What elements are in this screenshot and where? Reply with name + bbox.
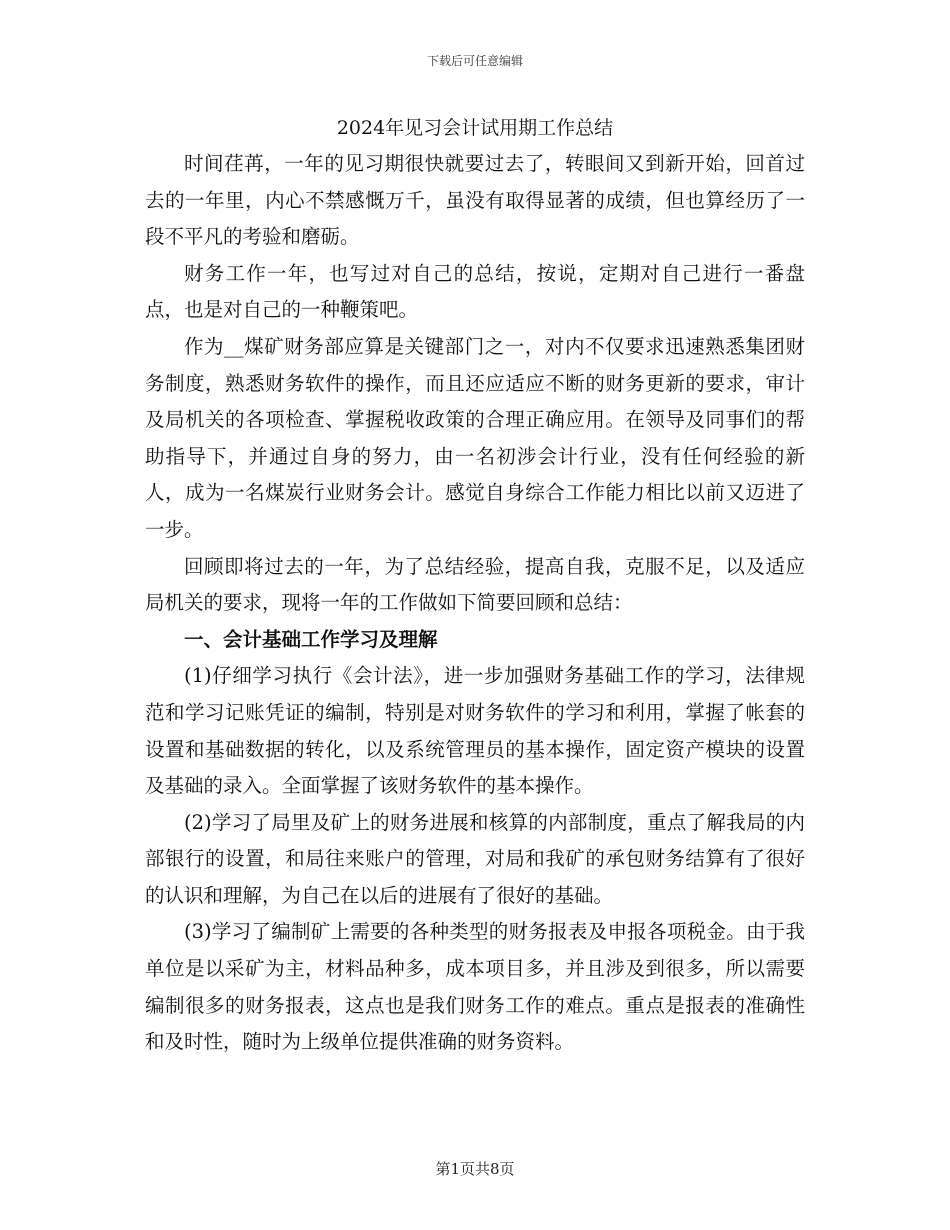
document-title: 2024年见习会计试用期工作总结: [336, 117, 614, 139]
section-heading: 一、会计基础工作学习及理解: [184, 627, 438, 651]
page-number: 第1页共8页: [435, 1160, 515, 1178]
section-paragraph-1: (1)仔细学习执行《会计法》，进一步加强财务基础工作的学习，法律规范和学习记账凭证的编制，特别是对财务软件的学习和利用，掌握了帐套的设置和基础数据的转化，以及系统管理员的基本操作，固定资产模块的设置及基础的录入。全面掌握了该财务软件的基本操作。: [145, 664, 805, 798]
section-paragraph-3: (3)学习了编制矿上需要的各种类型的财务报表及申报各项税金。由于我单位是以采矿为主，材料品种多，成本项目多，并且涉及到很多，所以需要编制很多的财务报表，这点也是我们财务工作的难点。重点是报表的准确性和及时性，随时为上级单位提供准确的财务资料。: [145, 920, 805, 1054]
section-paragraph-2: (2)学习了局里及矿上的财务进展和核算的内部制度，重点了解我局的内部银行的设置，和局往来账户的管理，对局和我矿的承包财务结算有了很好的认识和理解，为自己在以后的进展有了很好的基础。: [145, 810, 805, 907]
paragraph-department-role: 作为__煤矿财务部应算是关键部门之一，对内不仅要求迅速熟悉集团财务制度，熟悉财务软件的操作，而且还应适应不断的财务更新的要求，审计及局机关的各项检查、掌握税收政策的合理正确应用。在领导及同事们的帮助指导下，并通过自身的努力，由一名初涉会计行业，没有任何经验的新人，成为一名煤炭行业财务会计。感觉自身综合工作能力相比以前又迈进了一步。: [145, 334, 805, 541]
page-header-note: 下载后可任意编辑: [426, 54, 523, 68]
paragraph-self-review: 财务工作一年，也写过对自己的总结，按说，定期对自己进行一番盘点，也是对自己的一种鞭策吧。: [145, 261, 805, 322]
paragraph-review-purpose: 回顾即将过去的一年，为了总结经验，提高自我，克服不足，以及适应局机关的要求，现将一年的工作做如下简要回顾和总结：: [145, 554, 805, 615]
document-body: [145, 110, 805, 1061]
paragraph-intro: 时间荏苒，一年的见习期很快就要过去了，转眼间又到新开始，回首过去的一年里，内心不禁感慨万千，虽没有取得显著的成绩，但也算经历了一段不平凡的考验和磨砺。: [145, 152, 805, 249]
